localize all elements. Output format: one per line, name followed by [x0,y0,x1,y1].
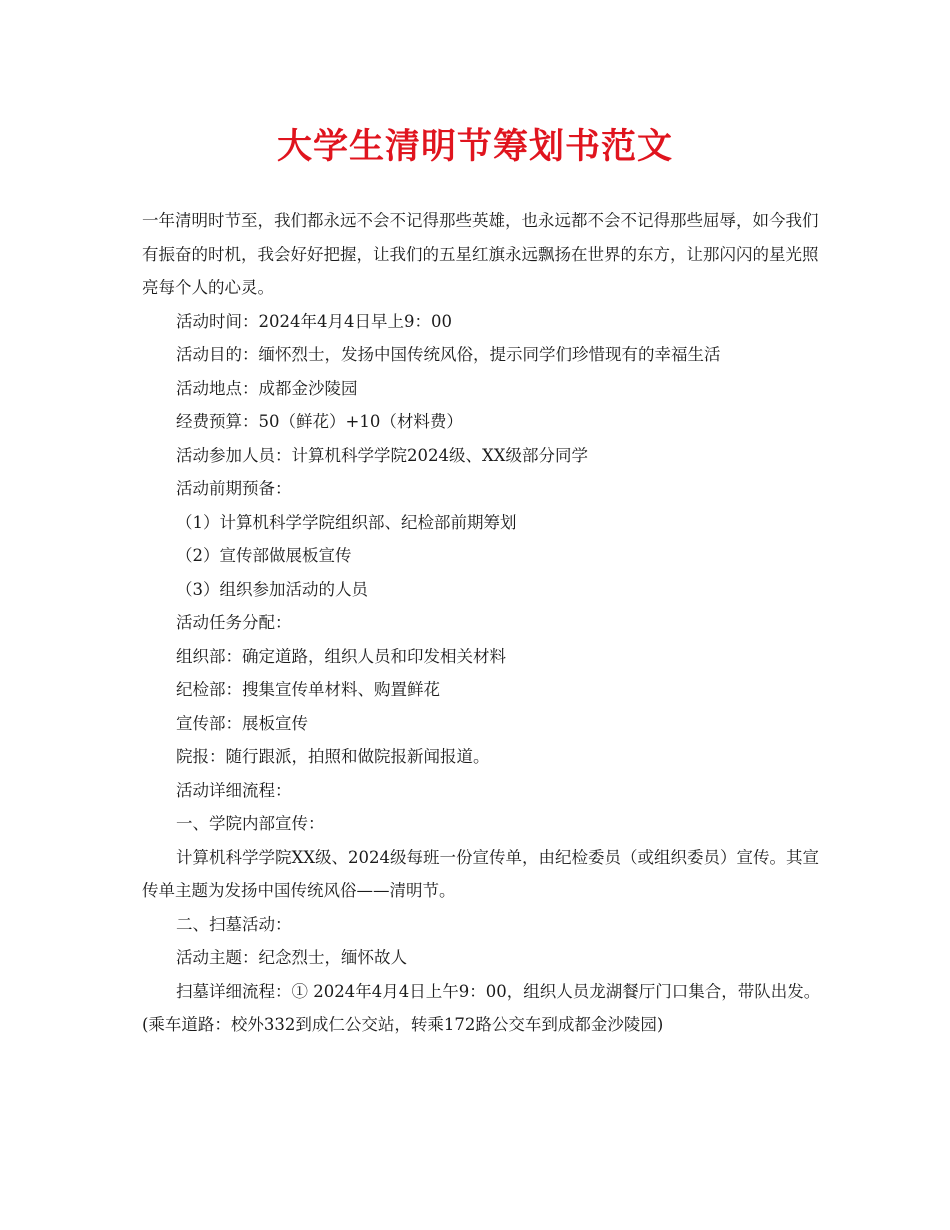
activity-location: 活动地点：成都金沙陵园 [176,378,358,398]
section-2-process: 扫墓详细流程：① 2024年4月4日上午9：00，组织人员龙湖餐厅门口集合，带队出发。(乘车道路：校外332到成仁公交站，转乘172路公交车到成都金沙陵园) [142,981,821,1034]
intro-paragraph: 一年清明时节至，我们都永远不会不记得那些英雄，也永远都不会不记得那些屈辱，如今我们有振奋的时机，我会好好把握，让我们的五星红旗永远飘扬在世界的东方，让那闪闪的星光照亮每个人的心灵。 [142,211,819,297]
task-discipline: 纪检部：搜集宣传单材料、购置鲜花 [176,680,440,699]
document-body [142,204,832,1042]
task-publicity: 宣传部：展板宣传 [176,713,308,733]
task-newspaper: 院报：随行跟派，拍照和做院报新闻报道。 [176,747,490,766]
process-heading: 活动详细流程： [176,780,292,800]
activity-purpose: 活动目的：缅怀烈士，发扬中国传统风俗，提示同学们珍惜现有的幸福生活 [176,345,721,364]
document-title: 大学生清明节筹划书范文 [276,126,673,167]
section-1-heading: 一、学院内部宣传： [176,814,325,833]
preparation-heading: 活动前期预备： [176,479,292,498]
participants: 活动参加人员：计算机科学学院2024级、XX级部分同学 [176,445,588,465]
section-1-body: 计算机科学学院XX级、2024级每班一份宣传单，由纪检委员（或组织委员）宣传。其宣传单主题为发扬中国传统风俗——清明节。 [142,847,819,900]
preparation-item-2: （2）宣传部做展板宣传 [176,546,352,565]
budget: 经费预算：50（鲜花）+10（材料费） [176,412,463,431]
preparation-item-3: （3）组织参加活动的人员 [176,579,368,599]
task-organization: 组织部：确定道路，组织人员和印发相关材料 [176,646,506,666]
activity-time: 活动时间：2024年4月4日早上9：00 [176,311,452,331]
section-2-heading: 二、扫墓活动： [176,914,292,934]
section-2-theme: 活动主题：纪念烈士，缅怀故人 [176,948,407,967]
preparation-item-1: （1）计算机科学学院组织部、纪检部前期筹划 [176,512,517,532]
task-heading: 活动任务分配： [176,613,292,632]
